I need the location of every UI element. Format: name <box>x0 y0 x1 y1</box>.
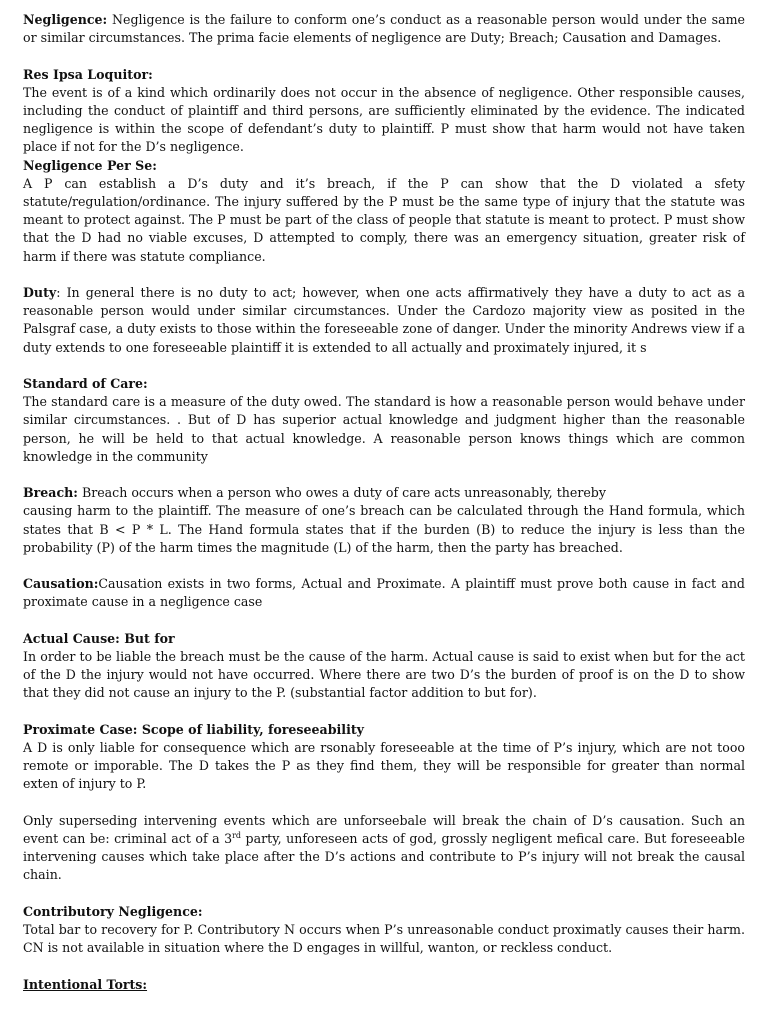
actual-cause-heading: Actual Cause: But for <box>23 630 175 646</box>
res-ipsa-heading: Res Ipsa Loquitor: <box>23 66 153 82</box>
negligence-text: Negligence is the failure to conform one’s conduct as a reasonable person would under the same or similar circumstances. The prima facie elements of negligence are Duty; Breach; Causation and Damages. <box>23 12 745 46</box>
breach-heading: Breach: <box>23 485 78 501</box>
superseding-superscript: rd <box>232 830 242 840</box>
causation-paragraph <box>23 575 745 611</box>
contributory-text: Total bar to recovery for P. Contributory N occurs when P’s unreasonable conduct proximatly causes their harm. CN is not available in situation where the D engages in willful, wanton, or reckless conduct. <box>23 922 745 956</box>
breach-line1: Breach occurs when a person who owes a duty of care acts unreasonably, thereby <box>77 485 606 501</box>
causation-text: Causation exists in two forms, Actual and Proximate. A plaintiff must prove both cause in fact and proximate cause in a negligence case <box>23 576 745 610</box>
res-ipsa-text: The event is of a kind which ordinarily does not occur in the absence of negligence. Other responsible causes, including the conduct of plaintiff and third persons, are sufficiently eliminated by the evidence. The indicated negligence is within the scope of defendant’s duty to plaintiff. P must show that harm would not have taken place if not for the D’s negligence. <box>23 84 745 155</box>
standard-of-care-heading: Standard of Care: <box>23 376 148 392</box>
standard-of-care-text: The standard care is a measure of the duty owed. The standard is how a reasonable person would behave under similar circumstances. . But of D has superior actual knowledge and judgment higher than the reasonable person, he will be held to that actual knowledge. A reasonable person knows things which are common knowledge in the community <box>23 394 745 464</box>
superseding-text-after: party, unforeseen acts of god, grossly negligent mefical care. But foreseeable intervening causes which take place after the D’s actions and contribute to P’s injury will not break the causal chain. <box>23 831 746 883</box>
negligence-heading: Negligence: <box>23 12 108 27</box>
breach-first-line <box>23 484 745 502</box>
causation-heading: Causation: <box>23 576 99 592</box>
breach-text: causing harm to the plaintiff. The measure of one’s breach can be calculated through the Hand formula, which states that B < P * L. The Hand formula states that if the burden (B) to reduce the injury is less than the probability (P) of the harm times the magnitude (L) of the harm, then the party has breached. <box>23 503 745 555</box>
duty-heading: Duty <box>23 285 57 301</box>
duty-paragraph <box>23 284 745 357</box>
negligence-paragraph <box>23 11 745 47</box>
per-se-heading: Negligence Per Se: <box>23 157 157 173</box>
proximate-cause-text: A D is only liable for consequence which are rsonably foreseeable at the time of P’s injury, which are not tooo remote or imporable. The D takes the P as they find them, they will be responsible for greater than normal exten of injury to P. <box>23 740 745 792</box>
per-se-text: A P can establish a D’s duty and it’s breach, if the P can show that the D violated a sfety statute/regulation/ordinance. The injury suffered by the P must be the same type of injury that the statute was meant to protect against. The P must be part of the class of people that statute is meant to protect. P must show that the D had no viable excuses, D attempted to comply, there was an emergency situation, greater risk of harm if there was statute compliance. <box>23 175 745 264</box>
proximate-cause-heading: Proximate Case: Scope of liability, foreseeability <box>23 721 365 737</box>
superseding-paragraph <box>23 812 745 885</box>
superseding-text-before: Only superseding intervening events which are unforseebale will break the chain of D’s causation. Such an event can be: criminal act of a 3 <box>23 812 745 847</box>
intentional-torts-heading: Intentional Torts: <box>23 976 148 992</box>
contributory-heading: Contributory Negligence: <box>23 903 203 919</box>
actual-cause-text: In order to be liable the breach must be the cause of the harm. Actual cause is said to exist when but for the act of the D the injury would not have occurred. Where there are two D’s the burden of proof is on the D to show that they did not cause an injury to the P. (substantial factor addition to but for). <box>23 649 745 701</box>
duty-text: : In general there is no duty to act; however, when one acts affirmatively they have a duty to act as a reasonable person would under similar circumstances. Under the Cardozo majority view as posited in the Palsgraf case, a duty exists to those within the foreseeable zone of danger. Under the minority Andrews view if a duty extends to one foreseeable plaintiff it is extended to all actually and proximately injured, it s <box>23 285 745 355</box>
